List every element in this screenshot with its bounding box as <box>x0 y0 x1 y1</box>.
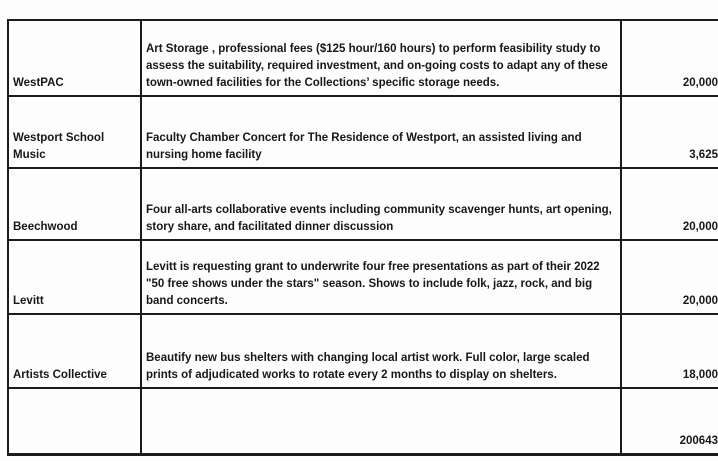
description-cell <box>141 240 621 314</box>
amount-cell <box>621 314 718 388</box>
table-row <box>8 388 718 455</box>
organization-text: Westport School Music <box>13 132 105 161</box>
organization-cell <box>8 96 141 168</box>
table-row <box>8 240 718 314</box>
amount-cell <box>621 388 718 455</box>
organization-text: WestPAC <box>13 77 64 89</box>
grants-table <box>7 19 718 456</box>
description-text: Four all-arts collaborative events including community scavenger hunts, art opening, story share, and facilitated dinner discussion <box>146 204 612 233</box>
organization-text: Artists Collective <box>13 369 107 381</box>
table-row <box>8 314 718 388</box>
table-row <box>8 96 718 168</box>
amount-text: 18,000 <box>682 369 718 381</box>
amount-text: 20,000 <box>682 295 718 307</box>
organization-cell <box>8 168 141 240</box>
organization-text: Beechwood <box>13 221 78 233</box>
amount-cell <box>621 240 718 314</box>
description-text: Art Storage , professional fees ($125 hour/160 hours) to perform feasibility study to assess the suitability, required investment, and on-going costs to adapt any of these town-owned facilities for the Collections’ specific storage needs. <box>146 43 608 89</box>
description-cell <box>141 96 621 168</box>
amount-text: 20,000 <box>682 221 718 233</box>
organization-cell <box>8 240 141 314</box>
description-text: Beautify new bus shelters with changing local artist work. Full color, large scaled prints of adjudicated works to rotate every 2 months to display on shelters. <box>146 352 590 381</box>
description-text: Faculty Chamber Concert for The Residence of Westport, an assisted living and nursing home facility <box>146 132 582 161</box>
grants-table-body <box>8 20 718 455</box>
description-text: Levitt is requesting grant to underwrite four free presentations as part of their 2022 "50 free shows under the stars" season. Shows to include folk, jazz, rock, and big band concerts. <box>146 261 600 307</box>
organization-cell <box>8 20 141 96</box>
organization-cell <box>8 388 141 455</box>
amount-cell <box>621 168 718 240</box>
amount-cell <box>621 20 718 96</box>
description-cell <box>141 388 621 455</box>
amount-text: 3,625 <box>689 149 718 161</box>
amount-text: 20,000 <box>682 77 718 89</box>
description-cell <box>141 168 621 240</box>
table-row <box>8 168 718 240</box>
description-cell <box>141 314 621 388</box>
organization-cell <box>8 314 141 388</box>
table-row <box>8 20 718 96</box>
amount-cell <box>621 96 718 168</box>
amount-text: 200643 <box>679 435 718 447</box>
description-cell <box>141 20 621 96</box>
organization-text: Levitt <box>13 295 44 307</box>
